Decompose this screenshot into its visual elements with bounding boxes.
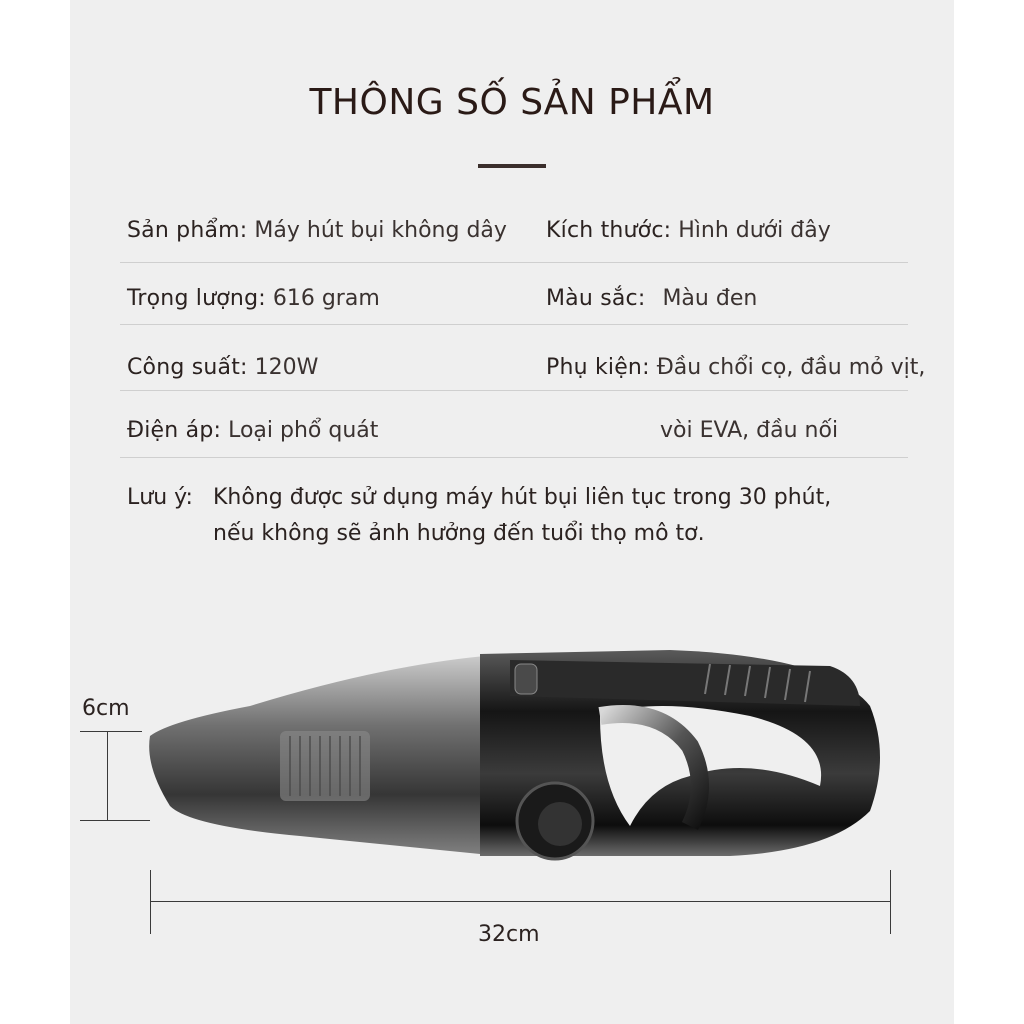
spec-product-value: Máy hút bụi không dây — [254, 218, 507, 243]
spec-accessories — [546, 355, 925, 380]
spec-voltage-value: Loại phổ quát — [228, 418, 379, 443]
spec-product — [127, 218, 507, 243]
height-dimension-line — [107, 731, 108, 821]
spec-weight-key: Trọng lượng: — [127, 286, 266, 311]
row-divider — [120, 390, 908, 391]
length-dimension-label: 32cm — [478, 922, 540, 947]
spec-accessories-value-line2: vòi EVA, đầu nối — [660, 418, 839, 443]
spec-accessories-value-line1: Đầu chổi cọ, đầu mỏ vịt, — [656, 355, 926, 380]
title-underline — [478, 164, 546, 168]
spec-voltage — [127, 418, 378, 443]
spec-power-key: Công suất: — [127, 355, 248, 380]
note-key: Lưu ý: — [127, 485, 193, 510]
spec-size-key: Kích thước: — [546, 218, 672, 243]
vacuum-cleaner-image — [130, 636, 890, 866]
usage-note — [127, 480, 831, 552]
spec-color-value: Màu đen — [662, 286, 758, 311]
note-line2: nếu không sẽ ảnh hưởng đến tuổi thọ mô tơ. — [213, 521, 705, 546]
length-dimension-right-tick — [890, 870, 891, 934]
height-dimension-label: 6cm — [82, 696, 130, 721]
length-dimension-left-tick — [150, 870, 151, 934]
spec-weight-value: 616 gram — [272, 286, 380, 311]
page-title: THÔNG SỐ SẢN PHẨM — [309, 82, 715, 123]
spec-weight — [127, 286, 380, 311]
spec-size — [546, 218, 831, 243]
spec-power-value: 120W — [254, 355, 319, 380]
row-divider — [120, 457, 908, 458]
length-dimension-line — [150, 901, 891, 902]
row-divider — [120, 324, 908, 325]
spec-voltage-key: Điện áp: — [127, 418, 222, 443]
row-divider — [120, 262, 908, 263]
spec-color-key: Màu sắc: — [546, 286, 646, 311]
spec-product-key: Sản phẩm: — [127, 218, 248, 243]
spec-size-value: Hình dưới đây — [678, 218, 831, 243]
spec-accessories-key: Phụ kiện: — [546, 355, 650, 380]
note-line1: Không được sử dụng máy hút bụi liên tục trong 30 phút, — [213, 485, 832, 510]
spec-color — [546, 286, 757, 311]
spec-power — [127, 355, 318, 380]
spec-accessories-continued — [660, 418, 838, 443]
